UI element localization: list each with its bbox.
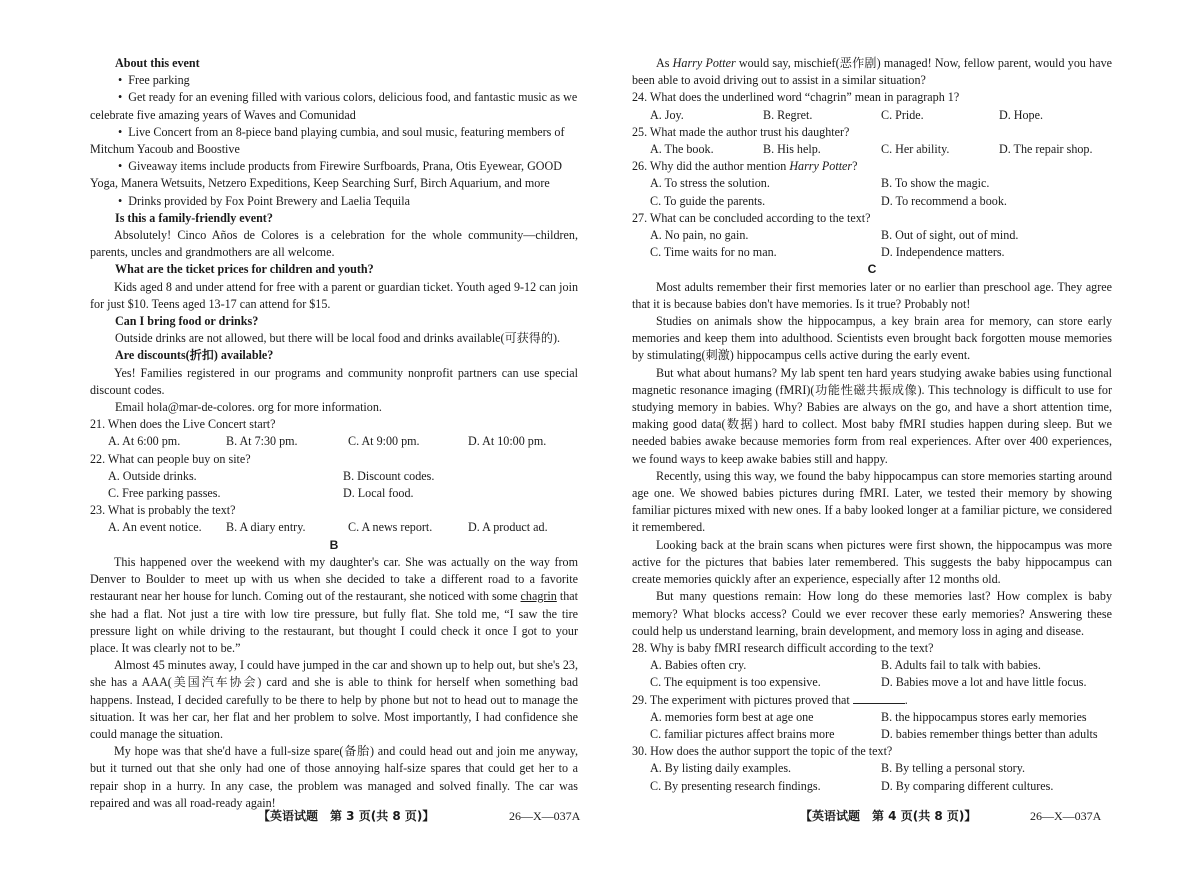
option: A. The book. [650,142,714,157]
passage-c-paragraph-4: Recently, using this way, we found the baby hippocampus can store memories starting around age one. We showed babies pictures during fMRI. Later, we tested their memory by showing familiar pictures mixed with new ones. If a baby looked longer at a familiar picture, we considered it remembered. [632,468,1112,535]
option: A. At 6:00 pm. [108,434,181,449]
option: A. An event notice. [108,520,202,535]
option: A. Babies often cry. [650,658,747,673]
page-3 [90,55,578,812]
passage-c-paragraph-6: But many questions remain: How long do these memories last? How complex is baby memory? What blocks access? Could we ever recover these early memories? Answering these could help us understand learning, brain development, and memory loss in aging and disease. [632,589,1112,638]
passage-b-paragraph-4 [632,55,1112,89]
options-22 [90,485,578,502]
option: B. A diary entry. [226,520,306,535]
option: B. Regret. [763,107,813,122]
option: D. Babies move a lot and have little focus. [881,675,1087,690]
faq-heading-food: Can I bring food or drinks? [115,314,259,329]
options-25 [632,141,1112,158]
faq-answer-family: Absolutely! Cinco Años de Colores is a celebration for the whole community—children, parents, uncles and grandmothers are all welcome. [90,228,578,260]
bullet-item: • Giveaway items include products from Firewire Surfboards, Prana, Otis Eyewear, GOOD Yoga, Manera Wetsuits, Netzero Expeditions, Keep Searching Surf, Birch Aquarium, and more [90,158,578,192]
option: A. memories form best at age one [650,709,814,724]
option: D. babies remember things better than adults [881,726,1098,741]
option: D. A product ad. [468,520,548,535]
option: D. Independence matters. [881,245,1005,260]
text-run: that she had a flat. Not just a tire with low tire pressure, but fully flat. She told me, “I saw the tire pressure light on while driving to the restaurant, but thought I could check it once I got to your place. It was clearly not to be.” [90,589,578,655]
option: D. Local food. [343,486,414,501]
footer-code-text: 26—X—037A [1030,809,1102,823]
footer-code [509,808,580,825]
bullet-item: • Drinks provided by Fox Point Brewery and Laelia Tequila [90,193,578,210]
bullet-item: • Live Concert from an 8-piece band playing cumbia, and soul music, featuring members of Mitchum Yacoub and Boostive [90,124,578,158]
option: A. Joy. [650,107,684,122]
options-26 [632,193,1112,210]
passage-c-paragraph-5: Looking back at the brain scans when pictures were first shown, the hippocampus was more active for the pictures that babies later remembered. This suggests the baby hippocampus can create memories quickly after an experience, especially after 12 months old. [632,537,1112,587]
passage-c-paragraph-3: But what about humans? My lab spent ten hard years studying awake babies using functional magnetic resonance imaging (fMRI)(功能性磁共振成像). This technology is difficult to use for studying memory in babies. Why? Babies are always on the go, and have a short attention time, making good data(数据) hard to collect. Most baby fMRI studies happen during sleep. But we needed babies awake because memories form from real experiences. After over 400 experiences, we found ways to keep awake babies still and happy. [632,365,1112,466]
question-27: 27. What can be concluded according to the text? [632,210,871,225]
question-24: 24. What does the underlined word “chagrin” mean in paragraph 1? [632,90,960,105]
options-30 [632,778,1112,795]
email-line: Email hola@mar-de-colores. org for more information. [115,400,382,415]
options-27 [632,227,1112,244]
options-26 [632,175,1112,192]
footer-code-text: 26—X—037A [509,809,581,823]
option: A. To stress the solution. [650,176,770,191]
option: A. No pain, no gain. [650,228,749,243]
options-27 [632,244,1112,261]
faq-heading-tickets: What are the ticket prices for children and youth? [115,262,374,277]
page-4 [632,55,1112,795]
section-c-heading: C [867,262,877,277]
passage-b-paragraph-2: Almost 45 minutes away, I could have jumped in the car and shown up to help out, but she's 23, she has a AAA(美国汽车协会) card and she is able to think for herself when something bad happens. Instead, I decided carefully to be there to help by phone but not to head out to manage the situation. It was her car, her flat and her problem to solve. Most importantly, I had confidence she could manage the situation. [90,658,578,741]
question-21: 21. When does the Live Concert start? [90,417,276,432]
question-22: 22. What can people buy on site? [90,451,251,466]
option: C. A news report. [348,520,433,535]
options-23 [90,519,578,536]
question-30: 30. How does the author support the topic of the text? [632,744,893,759]
option: B. To show the magic. [881,176,990,191]
options-30 [632,760,1112,777]
options-24 [632,107,1112,124]
option: B. Discount codes. [343,468,435,483]
option: D. At 10:00 pm. [468,434,547,449]
footer-page-label: 【英语试题 第 3 页(共 8 页)】 [258,809,435,823]
footer-page-label: 【英语试题 第 4 页(共 8 页)】 [800,809,977,823]
passage-c-paragraph-2: Studies on animals show the hippocampus, a key brain area for memory, can store early memories and keep them into adulthood. Scientists even brought back forgotten mouse memories by stimulating(刺激) hippocampus cells active during the early event. [632,314,1112,363]
option: C. Time waits for no man. [650,245,777,260]
option: A. By listing daily examples. [650,761,792,776]
bullet-item: • Get ready for an evening filled with various colors, delicious food, and fantastic music as we celebrate five amazing years of Waves and Comunidad [90,89,578,123]
passage-c-paragraph-1: Most adults remember their first memories later or no earlier than preschool age. They agree that it is because babies don't have memories. Is it true? Probably not! [632,279,1112,311]
option: C. Pride. [881,107,924,122]
passage-b-paragraph-1 [90,554,578,657]
option: B. By telling a personal story. [881,761,1025,776]
option: B. the hippocampus stores early memories [881,709,1087,724]
text-run: This happened over the weekend with my daughter's car. She was actually on the way from Denver to Boulder to meet up with us when she decided to take a different road to a favorite restaurant near her house for lunch. Coming out of the restaurant, she noticed with some [90,554,578,604]
options-22 [90,468,578,485]
faq-heading-family: Is this a family-friendly event? [115,210,273,225]
options-28 [632,674,1112,691]
option: D. By comparing different cultures. [881,778,1054,793]
question-25: 25. What made the author trust his daughter? [632,124,850,139]
option: C. Her ability. [881,142,950,157]
text-run: . [904,692,908,707]
text-run: 26. Why did the author mention [632,159,790,174]
faq-answer-food: Outside drinks are not allowed, but there will be local food and drinks available(可获得的). [115,331,561,346]
option: D. To recommend a book. [881,193,1007,208]
footer-code [1030,808,1101,825]
option: C. The equipment is too expensive. [650,675,821,690]
option: A. Outside drinks. [108,468,197,483]
options-29 [632,726,1112,743]
option: B. His help. [763,142,821,157]
option: B. Out of sight, out of mind. [881,228,1019,243]
option: C. Free parking passes. [108,486,221,501]
section-b-heading: B [329,537,339,552]
text-run: 29. The experiment with pictures proved that [632,692,853,707]
option: D. The repair shop. [999,142,1093,157]
options-29 [632,709,1112,726]
passage-b-paragraph-3: My hope was that she'd have a full-size spare(备胎) and could head out and join me anyway, but it turned out that she only had one of those annoying half-size spares that could get her to a repair shop in a hurry. In any case, the problem was managed and solved finally. The car was repaired and was all road-ready again! [90,744,578,810]
option: D. Hope. [999,107,1043,122]
question-23: 23. What is probably the text? [90,503,236,518]
options-28 [632,657,1112,674]
book-title: Harry Potter [672,56,736,70]
option: C. familiar pictures affect brains more [650,726,835,741]
option: B. At 7:30 pm. [226,434,298,449]
question-26 [632,158,1112,175]
question-28: 28. Why is baby fMRI research difficult according to the text? [632,640,934,655]
text-run: As [656,56,673,70]
faq-heading-about: About this event [115,56,200,70]
text-run: ? [852,159,858,174]
bullet-item: • Free parking [90,72,578,89]
text-run: would say, mischief(恶作剧) managed! Now, fellow parent, would you have been able to avoid driving out to assist in a similar situation? [632,56,1112,88]
option: C. By presenting research findings. [650,778,821,793]
faq-answer-discounts: Yes! Families registered in our programs and community nonprofit partners can use special discount codes. [90,365,578,397]
faq-answer-tickets: Kids aged 8 and under attend for free with a parent or guardian ticket. Youth aged 9-12 can join for just $10. Teens aged 13-17 can attend for $15. [90,279,578,311]
underlined-word: chagrin [520,589,557,604]
question-29 [632,692,1112,709]
option: B. Adults fail to talk with babies. [881,658,1041,673]
answer-blank [853,692,905,704]
book-title: Harry Potter [789,159,853,174]
option: C. At 9:00 pm. [348,434,420,449]
faq-heading-discounts: Are discounts(折扣) available? [115,348,274,363]
option: C. To guide the parents. [650,193,766,208]
options-21 [90,433,578,450]
